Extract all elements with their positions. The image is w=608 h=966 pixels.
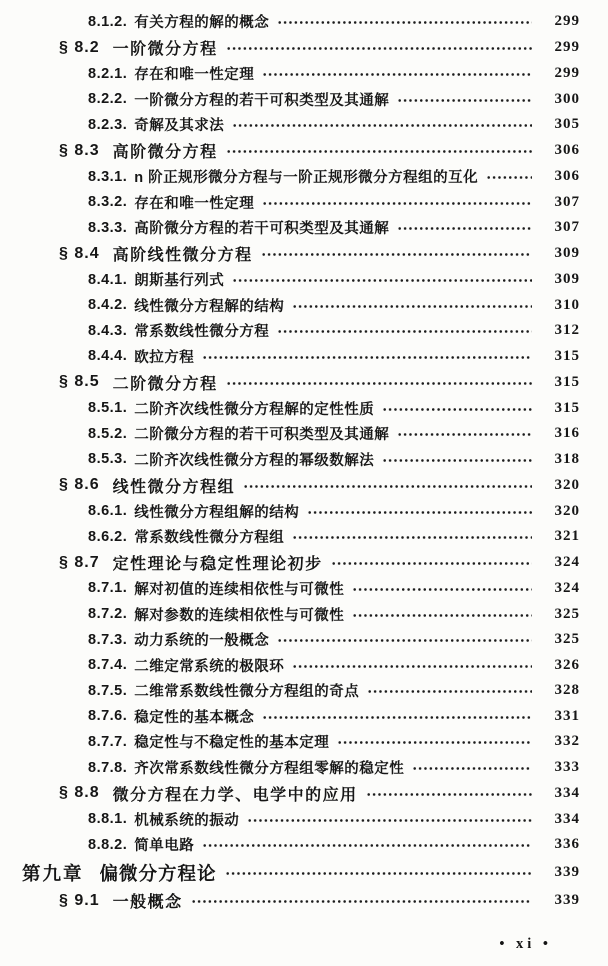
toc-entry-title: 稳定性与不稳定性的基本定理 — [134, 735, 330, 752]
dot-leader — [262, 70, 532, 79]
toc-entry — [0, 807, 580, 833]
toc-entry-label: 8.7.6. — [88, 708, 128, 725]
dot-leader — [191, 897, 532, 906]
toc-entry-label: 8.5.2. — [88, 425, 128, 442]
toc-entry — [0, 241, 580, 267]
toc-entry-label: § 9.1 — [59, 891, 100, 909]
page-footer — [499, 936, 552, 953]
dot-leader — [307, 508, 532, 517]
toc-entry — [0, 112, 580, 138]
toc-entry-title: 偏微分方程论 — [99, 862, 217, 884]
toc-entry — [0, 549, 580, 575]
toc-entry-page: 306 — [554, 142, 580, 159]
toc-entry-title: 动力系统的一般概念 — [134, 633, 270, 650]
toc-entry-title: 一阶微分方程的若干可积类型及其通解 — [134, 92, 390, 109]
toc-entry-page: 332 — [554, 733, 580, 750]
toc-entry-title: 线性微分方程组 — [112, 478, 236, 496]
toc-entry — [0, 61, 580, 87]
dot-leader — [232, 276, 532, 285]
toc-entry-title: n 阶正规形微分方程与一阶正规形微分方程组的互化 — [134, 170, 479, 187]
toc-entry — [0, 138, 580, 164]
toc-entry — [0, 86, 580, 112]
toc-entry-label: § 8.7 — [59, 553, 100, 571]
toc-entry-title: 线性微分方程解的结构 — [134, 298, 285, 315]
toc-list — [0, 9, 580, 914]
toc-entry-page: 318 — [554, 450, 580, 467]
toc-entry — [0, 164, 580, 190]
toc-entry-page: 333 — [554, 759, 580, 776]
toc-entry-label: 8.8.2. — [88, 836, 128, 853]
toc-entry — [0, 755, 580, 781]
dot-leader — [226, 44, 532, 53]
toc-entry-label: § 8.5 — [59, 373, 100, 391]
toc-entry — [0, 395, 580, 421]
toc-entry-page: 316 — [554, 425, 580, 442]
toc-entry-title: 二阶齐次线性微分方程解的定性性质 — [134, 401, 375, 418]
toc-entry — [0, 9, 580, 35]
toc-entry-title: 欧拉方程 — [134, 349, 195, 366]
toc-entry-label: 8.7.4. — [88, 657, 128, 674]
toc-entry-label: 8.4.2. — [88, 297, 128, 314]
toc-entry-page: 310 — [554, 296, 580, 313]
toc-entry-label: § 8.6 — [59, 476, 100, 494]
dot-leader — [367, 687, 532, 696]
toc-entry-title: 有关方程的解的概念 — [134, 15, 270, 32]
toc-entry-page: 339 — [554, 864, 580, 881]
toc-entry-label: 8.7.2. — [88, 606, 128, 623]
toc-entry-label: 8.6.2. — [88, 528, 128, 545]
toc-entry-page: 309 — [554, 245, 580, 262]
toc-entry — [0, 318, 580, 344]
dot-leader — [486, 173, 532, 182]
toc-entry-title: 解对初值的连续相依性与可微性 — [134, 581, 345, 598]
toc-entry-page: 325 — [554, 605, 580, 622]
dot-leader — [243, 482, 532, 491]
toc-entry-title: 存在和唯一性定理 — [134, 195, 255, 212]
toc-entry-page: 306 — [554, 168, 580, 185]
toc-entry-label: § 8.2 — [59, 38, 100, 56]
dot-leader — [352, 611, 532, 620]
toc-entry-title: 齐次常系数线性微分方程组零解的稳定性 — [134, 761, 405, 778]
toc-entry-label: 8.7.5. — [88, 682, 128, 699]
toc-entry-title: 微分方程在力学、电学中的应用 — [112, 786, 358, 804]
toc-entry-label: 8.7.8. — [88, 759, 128, 776]
toc-entry-title: 二维定常系统的极限环 — [134, 658, 285, 675]
toc-entry-title: 二阶齐次线性微分方程的幂级数解法 — [134, 452, 375, 469]
toc-entry-page: 334 — [554, 784, 580, 801]
toc-entry-title: 存在和唯一性定理 — [134, 67, 255, 84]
toc-entry — [0, 369, 580, 395]
toc-entry-page: 299 — [554, 65, 580, 82]
toc-entry-page: 300 — [554, 90, 580, 107]
toc-entry-label: 8.5.1. — [88, 400, 128, 417]
toc-entry-page: 315 — [554, 347, 580, 364]
toc-entry-title: 解对参数的连续相依性与可微性 — [134, 607, 345, 624]
toc-entry — [0, 267, 580, 293]
dot-leader — [247, 816, 532, 825]
toc-entry-label: 8.1.2. — [88, 13, 128, 30]
toc-entry-title: 高阶线性微分方程 — [112, 247, 253, 265]
toc-entry-page: 325 — [554, 631, 580, 648]
toc-entry — [0, 524, 580, 550]
toc-entry-label: 8.4.1. — [88, 271, 128, 288]
toc-entry-title: 朗斯基行列式 — [134, 273, 225, 290]
dot-leader — [352, 585, 532, 594]
dot-leader — [277, 18, 532, 27]
toc-entry-title: 二维常系数线性微分方程组的奇点 — [134, 684, 360, 701]
toc-entry-page: 336 — [554, 836, 580, 853]
dot-leader — [262, 199, 532, 208]
toc-entry-title: 高阶微分方程的若干可积类型及其通解 — [134, 221, 390, 238]
toc-entry — [0, 729, 580, 755]
toc-entry-title: 二阶微分方程的若干可积类型及其通解 — [134, 427, 390, 444]
toc-entry — [0, 780, 580, 806]
dot-leader — [397, 430, 532, 439]
toc-entry-title: 稳定性的基本概念 — [134, 709, 255, 726]
toc-entry-title: 奇解及其求法 — [134, 118, 225, 135]
toc-entry — [0, 576, 580, 602]
toc-entry-label: 8.4.4. — [88, 348, 128, 365]
dot-leader — [412, 764, 532, 773]
toc-entry-label: 8.4.3. — [88, 322, 128, 339]
toc-entry-page: 321 — [554, 528, 580, 545]
toc-entry-label: 8.7.3. — [88, 631, 128, 648]
toc-entry-label: 8.2.2. — [88, 91, 128, 108]
toc-entry-title: 高阶微分方程 — [112, 144, 218, 162]
dot-leader — [225, 869, 532, 878]
toc-entry-title: 常系数线性微分方程组 — [134, 530, 285, 547]
toc-entry-label: 8.6.1. — [88, 503, 128, 520]
dot-leader — [202, 353, 532, 362]
toc-entry — [0, 472, 580, 498]
toc-entry-label: 8.8.1. — [88, 811, 128, 828]
toc-entry-label: § 8.8 — [59, 784, 100, 802]
dot-leader — [292, 302, 532, 311]
toc-entry — [0, 858, 580, 888]
toc-entry-label: § 8.4 — [59, 244, 100, 262]
toc-entry-page: 320 — [554, 502, 580, 519]
toc-entry-page: 324 — [554, 579, 580, 596]
toc-entry-label: 8.2.1. — [88, 65, 128, 82]
dot-leader — [331, 559, 532, 568]
page-number-roman: • xi • — [499, 936, 552, 952]
toc-entry — [0, 344, 580, 370]
toc-entry — [0, 678, 580, 704]
toc-entry-page: 307 — [554, 219, 580, 236]
toc-entry — [0, 652, 580, 678]
toc-entry-title: 二阶微分方程 — [112, 375, 218, 393]
toc-entry-page: 315 — [554, 399, 580, 416]
dot-leader — [292, 533, 532, 542]
toc-entry-title: 一阶微分方程 — [112, 41, 218, 59]
toc-entry — [0, 421, 580, 447]
toc-entry — [0, 704, 580, 730]
toc-entry-page: 331 — [554, 707, 580, 724]
toc-entry-page: 324 — [554, 554, 580, 571]
toc-entry-label: 8.2.3. — [88, 116, 128, 133]
dot-leader — [366, 790, 532, 799]
toc-entry-title: 线性微分方程组解的结构 — [134, 504, 300, 521]
dot-leader — [232, 121, 532, 130]
toc-entry-title: 简单电路 — [134, 838, 195, 855]
toc-entry — [0, 832, 580, 858]
toc-entry-page: 326 — [554, 656, 580, 673]
dot-leader — [382, 405, 532, 414]
toc-entry — [0, 888, 580, 914]
toc-entry-title: 一般概念 — [112, 894, 183, 912]
toc-entry — [0, 189, 580, 215]
toc-entry-page: 299 — [554, 13, 580, 30]
dot-leader — [337, 738, 532, 747]
toc-entry-title: 常系数线性微分方程 — [134, 324, 270, 341]
dot-leader — [277, 327, 532, 336]
dot-leader — [261, 250, 532, 259]
toc-entry-label: 8.3.3. — [88, 219, 128, 236]
toc-entry-label: 8.7.1. — [88, 580, 128, 597]
toc-entry-page: 315 — [554, 373, 580, 390]
dot-leader — [382, 456, 532, 465]
dot-leader — [397, 224, 532, 233]
toc-entry — [0, 35, 580, 61]
dot-leader — [202, 841, 532, 850]
dot-leader — [292, 662, 532, 671]
toc-entry — [0, 627, 580, 653]
toc-entry-page: 305 — [554, 116, 580, 133]
dot-leader — [397, 96, 532, 105]
toc-entry-page: 334 — [554, 810, 580, 827]
toc-entry-page: 339 — [554, 892, 580, 909]
toc-entry — [0, 446, 580, 472]
toc-entry-page: 307 — [554, 193, 580, 210]
toc-entry-label: § 8.3 — [59, 141, 100, 159]
toc-entry-label: 8.3.2. — [88, 194, 128, 211]
toc-entry-label: 第九章 — [22, 862, 84, 884]
dot-leader — [277, 636, 532, 645]
dot-leader — [226, 147, 532, 156]
toc-entry — [0, 498, 580, 524]
toc-entry-title: 机械系统的振动 — [134, 812, 240, 829]
dot-leader — [226, 379, 532, 388]
toc-entry — [0, 601, 580, 627]
toc-entry — [0, 215, 580, 241]
toc-entry-page: 320 — [554, 476, 580, 493]
toc-entry-page: 312 — [554, 322, 580, 339]
toc-entry-label: 8.7.7. — [88, 733, 128, 750]
toc-entry-title: 定性理论与稳定性理论初步 — [112, 556, 323, 574]
toc-entry-page: 309 — [554, 271, 580, 288]
toc-entry — [0, 292, 580, 318]
toc-entry-page: 328 — [554, 682, 580, 699]
toc-entry-page: 299 — [554, 39, 580, 56]
dot-leader — [262, 713, 532, 722]
toc-entry-label: 8.5.3. — [88, 451, 128, 468]
toc-entry-label: 8.3.1. — [88, 168, 128, 185]
